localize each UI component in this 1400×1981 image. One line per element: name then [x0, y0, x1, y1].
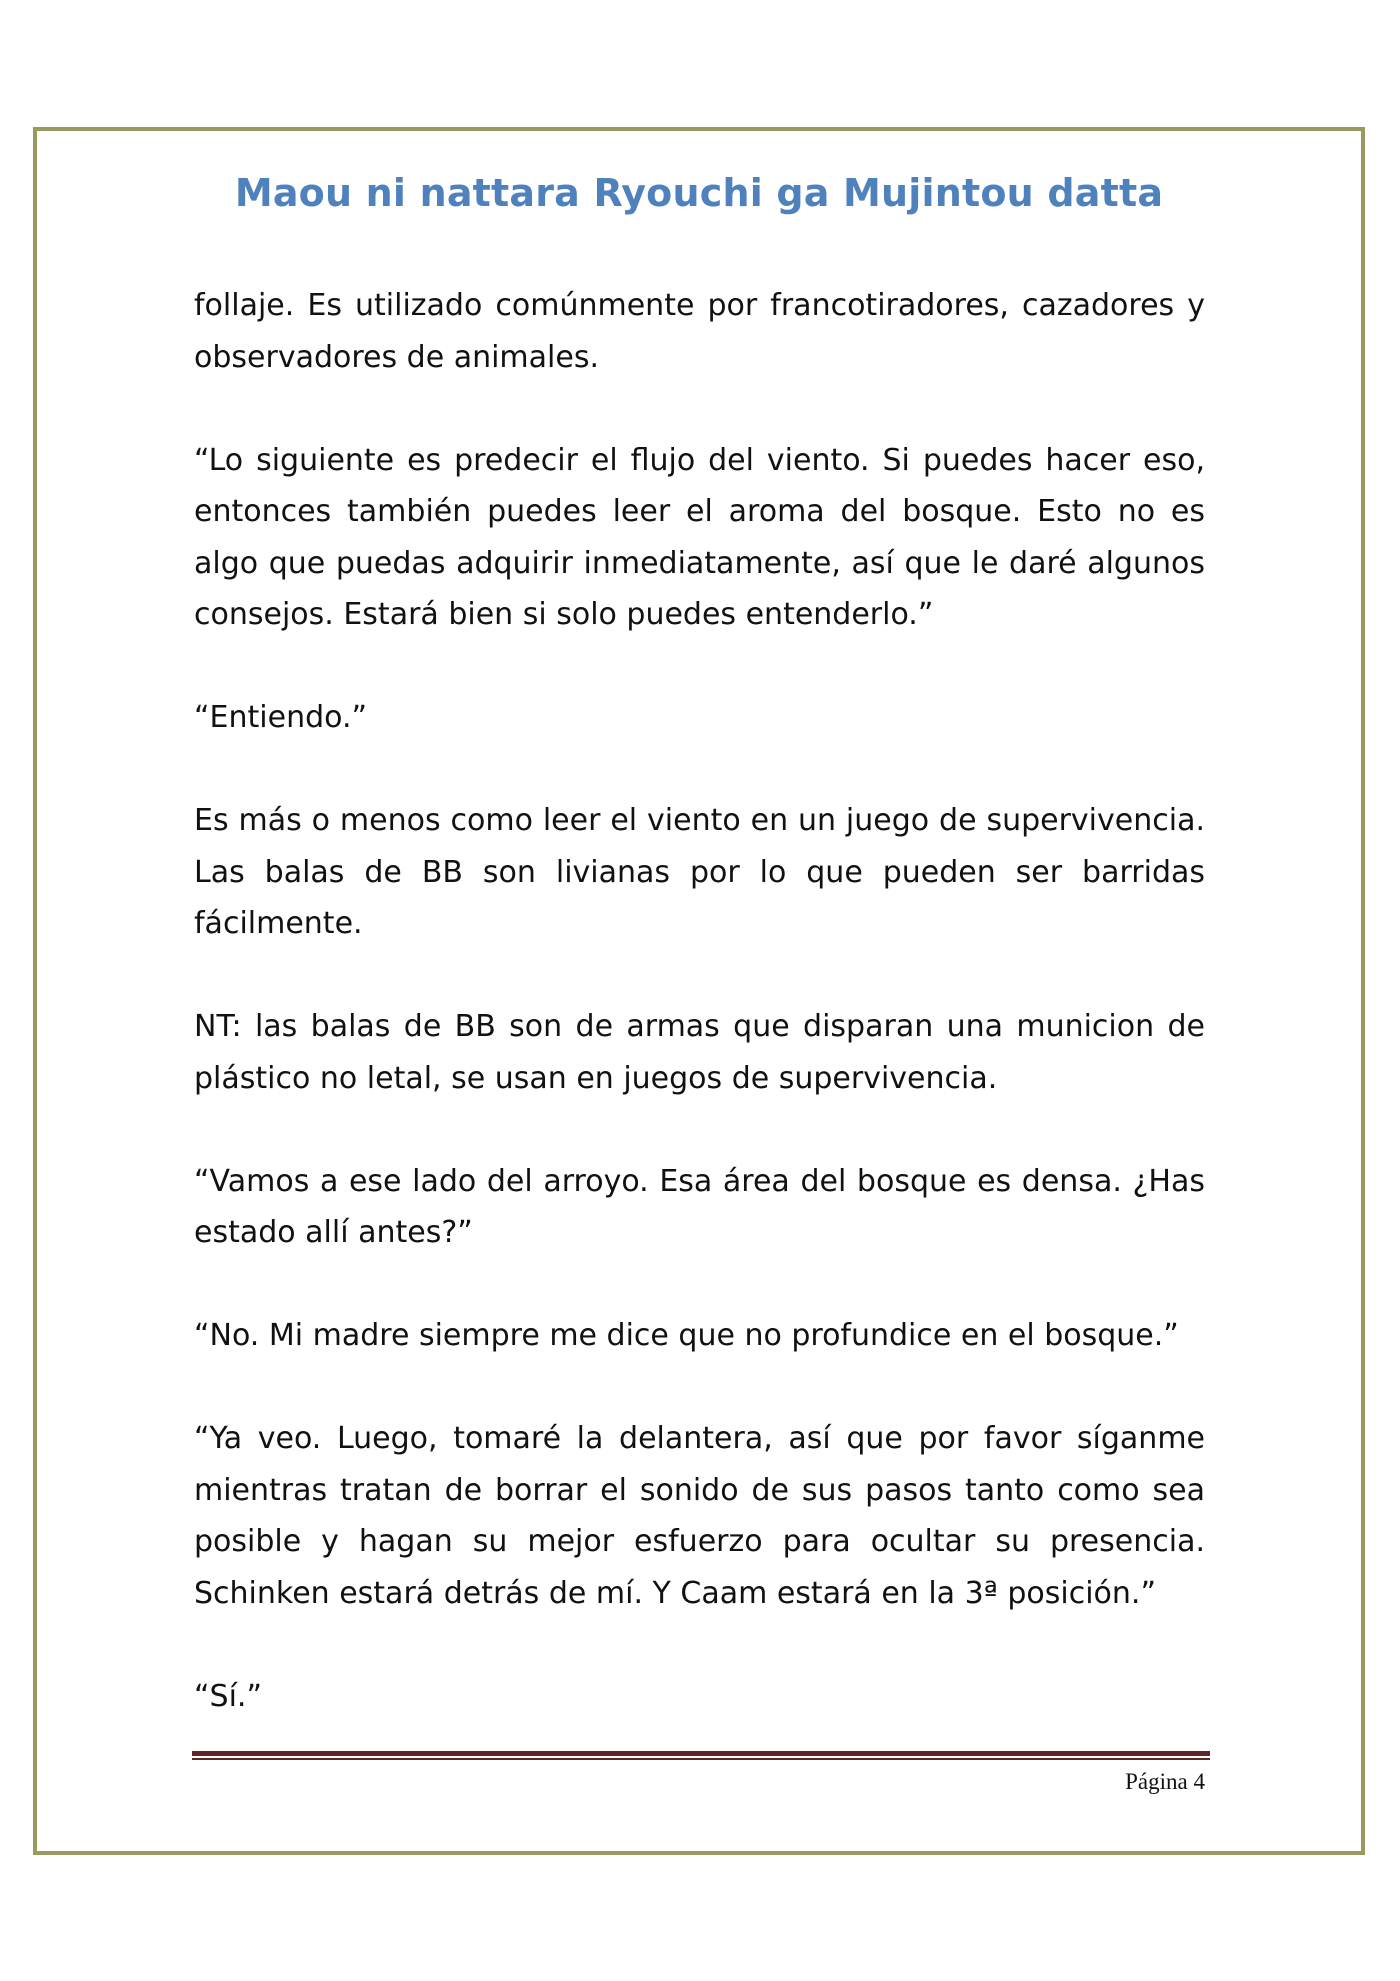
paragraph: “Ya veo. Luego, tomaré la delantera, así que por favor síganme mientras tratan de borrar el sonido de sus pasos tanto como sea posible y hagan su mejor esfuerzo para ocultar su presencia. Schinken estará detrás de mí. Y Caam estará en la 3ª posición.”: [194, 1421, 1205, 1611]
document-title: Maou ni nattara Ryouchi ga Mujintou datta: [234, 171, 1164, 215]
footer-rule: [192, 1751, 1210, 1760]
footer-rule-thin: [192, 1758, 1210, 1760]
footer-rule-thick: [192, 1751, 1210, 1756]
paragraph: “Vamos a ese lado del arroyo. Esa área del bosque es densa. ¿Has estado allí antes?”: [194, 1163, 1205, 1250]
paragraph: “Entiendo.”: [194, 700, 368, 735]
body-text: [194, 280, 1205, 1722]
paragraph: “Sí.”: [194, 1678, 262, 1714]
page-frame: [33, 127, 1365, 1855]
paragraph: follaje. Es utilizado comúnmente por francotiradores, cazadores y observadores de animales.: [194, 288, 1205, 375]
page-number: Página 4: [1125, 1769, 1205, 1794]
paragraph: “Lo siguiente es predecir el flujo del viento. Si puedes hacer eso, entonces también puedes leer el aroma del bosque. Esto no es algo que puedas adquirir inmediatamente, así que le daré algunos consejos. Estará bien si solo puedes entenderlo.”: [194, 442, 1205, 632]
translator-note: NT: las balas de BB son de armas que disparan una municion de plástico no letal, se usan en juegos de supervivencia.: [194, 1009, 1205, 1096]
paragraph: “No. Mi madre siempre me dice que no profundice en el bosque.”: [194, 1318, 1179, 1353]
paragraph: Es más o menos como leer el viento en un juego de supervivencia. Las balas de BB son livianas por lo que pueden ser barridas fácilmente.: [194, 803, 1205, 941]
